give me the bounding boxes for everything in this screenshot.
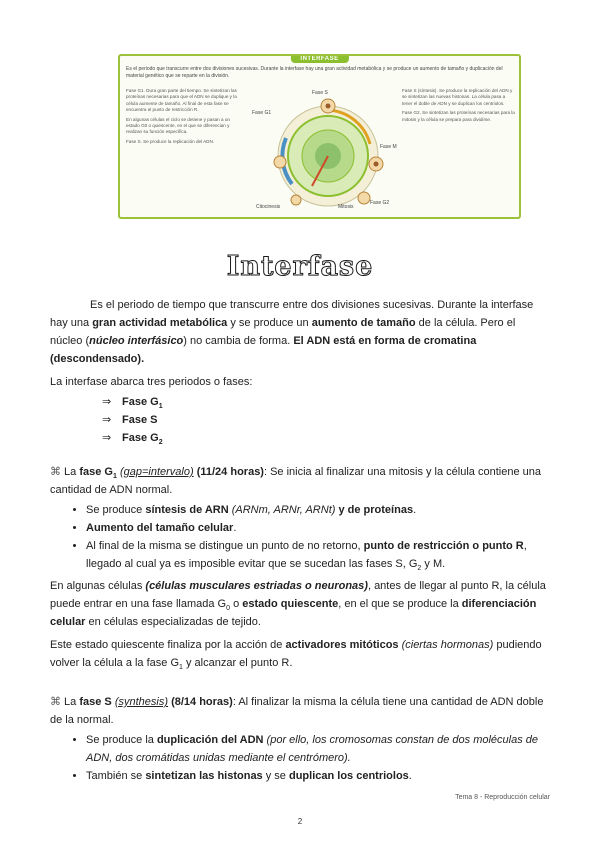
emphasis: activadores mitóticos bbox=[285, 639, 399, 651]
emphasis: El ADN está en forma de cromatina (descondensado). bbox=[50, 335, 477, 365]
subscript: 2 bbox=[417, 565, 422, 573]
emphasis: Aumento del tamaño celular bbox=[86, 522, 234, 534]
emphasis: y de proteínas bbox=[335, 504, 414, 516]
subscript: 1 bbox=[113, 473, 117, 481]
subscript: 2 bbox=[158, 439, 163, 447]
text: pudiendo volver la célula a la fase G bbox=[50, 639, 542, 669]
italic-note: (ciertas hormonas) bbox=[398, 639, 494, 651]
phases-intro: La interfase abarca tres periodos o fases: bbox=[50, 376, 253, 388]
intro-paragraph bbox=[50, 296, 550, 368]
emphasis: diferenciación celular bbox=[50, 598, 537, 628]
emphasis: punto de restricción o punto R bbox=[363, 540, 524, 552]
figure-title: INTERFASE bbox=[290, 55, 348, 63]
document-body bbox=[50, 296, 550, 789]
figure-right-paragraph: Fase S (síntesis). Se produce la replicación del ADN y se sintetizan las nuevas histonas. La célula pasa a tener el doble de ADN y se duplican los centriolos. bbox=[402, 88, 513, 106]
command-icon: ⌘ bbox=[50, 696, 61, 708]
g1-bullets bbox=[50, 501, 550, 573]
text: . bbox=[408, 770, 412, 782]
emphasis: (células musculares estriadas o neuronas) bbox=[145, 580, 368, 592]
command-icon: ⌘ bbox=[50, 466, 61, 478]
list-item bbox=[102, 429, 550, 447]
text: y se produce un bbox=[227, 317, 312, 329]
quiescent-paragraph bbox=[50, 636, 550, 672]
label-mitosis: Mitosis bbox=[338, 204, 354, 210]
text: Fase bbox=[122, 396, 151, 408]
italic-note: (por ello, los cromosomas constan de dos moléculas de ADN, dos cromátidas unidas mediante el centrómero). bbox=[86, 734, 539, 764]
footer-topic: Tema 8 - Reproducción celular bbox=[455, 794, 550, 801]
page-number: 2 bbox=[297, 817, 303, 826]
figure-intro: Es el periodo que transcurre entre dos divisiones sucesivas. Durante la interfase hay una gran actividad metabólica y se produce un aumento de tamaño y duplicación del material genético que se reparte en la división. bbox=[126, 66, 503, 79]
duration: (8/14 horas) bbox=[168, 696, 233, 708]
emphasis: duplicación del ADN bbox=[156, 734, 264, 746]
text: y alcanzar el punto R. bbox=[182, 657, 293, 669]
text: . bbox=[233, 522, 237, 534]
g0-paragraph bbox=[50, 577, 550, 631]
page-title: Interfase bbox=[226, 251, 374, 282]
text: La bbox=[61, 696, 80, 708]
s-bullets bbox=[50, 731, 550, 785]
text: : Se inicia al finalizar una mitosis y la célula contiene una cantidad de ADN normal. bbox=[50, 466, 541, 496]
text: , llegado al cual ya es imposible evitar que se sucedan las fases S, G bbox=[86, 540, 527, 570]
text: ) no cambia de forma. bbox=[183, 335, 294, 347]
text: Al final de la misma se distingue un punto de no retorno, bbox=[86, 540, 364, 552]
list-item bbox=[86, 731, 550, 767]
text: Es el periodo de tiempo que transcurre entre dos divisiones sucesivas. Durante la interfase hay una bbox=[50, 299, 534, 329]
figure-left-column bbox=[126, 88, 244, 216]
text: Fase bbox=[122, 432, 151, 444]
text: en células especializadas de tejido. bbox=[85, 616, 261, 628]
emphasis: núcleo interfásico bbox=[89, 335, 184, 347]
list-item bbox=[86, 537, 550, 573]
list-item bbox=[86, 519, 550, 537]
emphasis: síntesis de ARN bbox=[145, 504, 229, 516]
label-citocinesis: Citocinesis bbox=[256, 204, 281, 210]
duration: (11/24 horas) bbox=[193, 466, 264, 478]
emphasis: duplican los centriolos bbox=[288, 770, 409, 782]
arrow-icon: ⇒ bbox=[102, 414, 112, 426]
text: En algunas células bbox=[50, 580, 146, 592]
text: Se produce bbox=[86, 504, 146, 516]
text: G bbox=[150, 432, 159, 444]
emphasis: gran actividad metabólica bbox=[92, 317, 228, 329]
text: Se produce la bbox=[86, 734, 157, 746]
list-item bbox=[102, 411, 550, 429]
figure-right-column bbox=[402, 88, 516, 216]
list-item bbox=[86, 767, 550, 785]
italic-note: (ARNm, ARNr, ARNt) bbox=[228, 504, 336, 516]
text: fase G bbox=[79, 466, 113, 478]
text: o bbox=[230, 598, 243, 610]
figure-left-paragraph: En algunas células el ciclo se detiene y pasan a un estado G0 o quiescente, en el que se diferencian y realizan su función específica. bbox=[126, 116, 230, 135]
label-fase-m: Fase M bbox=[380, 144, 397, 150]
emphasis: fase S bbox=[79, 696, 112, 708]
text: : Al finalizar la misma la célula tiene una cantidad de ADN doble de la normal. bbox=[50, 696, 544, 726]
emphasis: aumento de tamaño bbox=[311, 317, 416, 329]
text: G bbox=[150, 396, 159, 408]
label-fase-g1: Fase G1 bbox=[252, 110, 272, 116]
figure-left-paragraph: Fase G1. Dura gran parte del tiempo. Se sintetizan las proteínas necesarias para que el ADN se duplique y la célula aumente de tamaño. Al final de esta fase se encuentra el punto de restricción R. bbox=[126, 88, 237, 113]
text: y M. bbox=[421, 558, 446, 570]
label-fase-g2: Fase G2 bbox=[370, 200, 390, 206]
figure-right-paragraph: Fase G2. Se sintetizan las proteínas necesarias para la mitosis y la célula se prepara para dividirse. bbox=[402, 110, 515, 122]
text: S bbox=[150, 414, 158, 426]
subscript: 1 bbox=[158, 403, 163, 411]
gap-note: (gap=intervalo) bbox=[119, 466, 194, 478]
text: También se bbox=[86, 770, 146, 782]
text: de la célula. Pero el núcleo ( bbox=[50, 317, 516, 347]
figure-left-paragraph: Fase S. Se produce la replicación del ADN. bbox=[126, 138, 215, 144]
interfase-figure bbox=[118, 54, 521, 219]
list-item bbox=[102, 393, 550, 411]
synthesis-note: (synthesis) bbox=[114, 696, 169, 708]
text: . bbox=[413, 504, 417, 516]
subscript: 0 bbox=[226, 605, 231, 613]
phases-list bbox=[102, 393, 550, 447]
arrow-icon: ⇒ bbox=[102, 396, 112, 408]
text: La bbox=[61, 466, 80, 478]
g1-heading-paragraph bbox=[50, 463, 550, 499]
text: y se bbox=[262, 770, 289, 782]
subscript: 1 bbox=[179, 664, 183, 672]
text: Fase bbox=[122, 414, 151, 426]
text: , antes de llegar al punto R, la célula puede entrar en una fase llamada G bbox=[50, 580, 546, 610]
emphasis: sintetizan las histonas bbox=[145, 770, 263, 782]
emphasis: estado quiescente bbox=[242, 598, 339, 610]
text: Este estado quiescente finaliza por la acción de bbox=[50, 639, 286, 651]
cell-cycle-diagram bbox=[252, 92, 400, 218]
arrow-icon: ⇒ bbox=[102, 432, 112, 444]
s-heading-paragraph bbox=[50, 693, 550, 729]
list-item bbox=[86, 501, 550, 519]
label-fase-s: Fase S bbox=[312, 90, 328, 96]
text: , en el que se produce la bbox=[338, 598, 462, 610]
